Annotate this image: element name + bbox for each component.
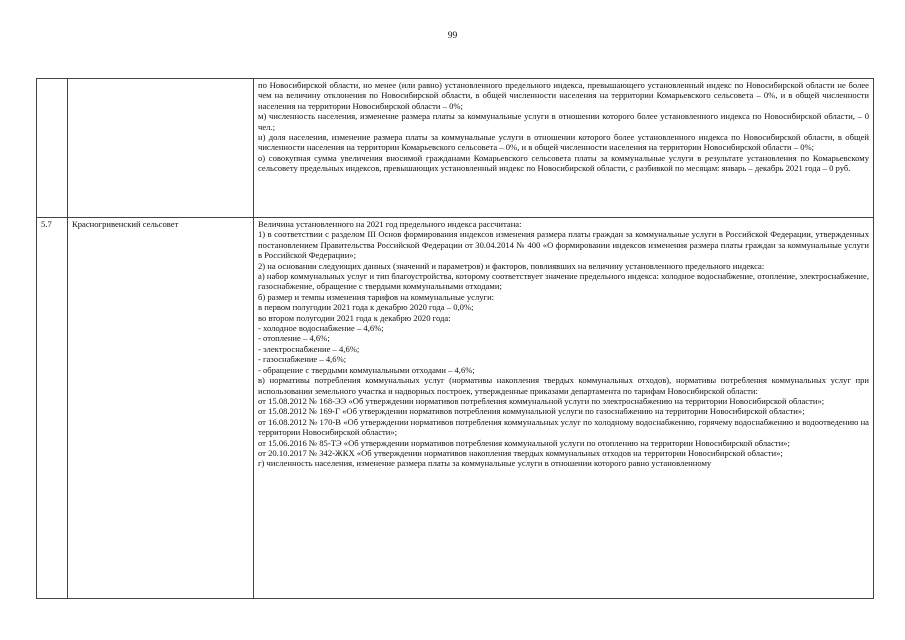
description-cell: [254, 79, 874, 218]
paragraph: 1) в соответствии с разделом III Основ формирования индексов изменения размера платы граждан за коммунальные услуги в Российской Федерации, утвержденных постановлением Правительства Российской Федерации от 30.04.2014 № 400 «О формировании индексов изменения размера платы граждан за коммунальные услуги в Российской Федерации»;: [258, 229, 869, 261]
municipality-name-cell: Красногривенский сельсовет: [68, 218, 254, 599]
list-item: - электроснабжение – 4,6%;: [258, 343, 360, 354]
paragraph: Величина установленного на 2021 год предельного индекса рассчитана:: [258, 219, 522, 229]
list-item: - газоснабжение – 4,6%;: [258, 354, 347, 365]
paragraph: б) размер и темпы изменения тарифов на коммунальные услуги:: [258, 291, 495, 302]
list-item: - обращение с твердыми коммунальными отходами – 4,6%;: [258, 364, 475, 375]
list-item: - отопление – 4,6%;: [258, 333, 330, 344]
row-number-cell: [37, 79, 68, 218]
paragraph: от 15.08.2012 № 168-ЭЭ «Об утверждении нормативов потребления коммунальной услуги по электроснабжению на территории Новосибирской области»;: [258, 395, 825, 406]
municipality-name-cell: [68, 79, 254, 218]
description-cell: [254, 218, 874, 599]
paragraph: от 16.08.2012 № 170-В «Об утверждении нормативов потребления коммунальных услуг по холодному водоснабжению, горячему водоснабжению и водоотведению на территории Новосибирской области»;: [258, 416, 869, 438]
table-row: [37, 218, 874, 599]
paragraph: 2) на основании следующих данных (значений и параметров) и факторов, повлиявших на величину установленного предельного индекса:: [258, 260, 765, 271]
paragraph: во втором полугодии 2021 года к декабрю 2020 года:: [258, 312, 451, 323]
paragraph: от 20.10.2017 № 342-ЖКХ «Об утверждении нормативов накопления твердых коммунальных отходов на территории Новосибирской области»;: [258, 447, 783, 458]
paragraph: м) численность населения, изменение размера платы за коммунальные услуги в отношении которого более установленного индекса по Новосибирской области, – 0 чел.;: [258, 111, 869, 132]
paragraph: а) набор коммунальных услуг и тип благоустройства, которому соответствует значение предельного индекса: холодное водоснабжение, отопление, электроснабжение, газоснабжение, обращение с твердыми коммунальными отходами;: [258, 271, 869, 292]
row-number-cell: 5.7: [37, 218, 68, 599]
paragraph: в) нормативы потребления коммунальных услуг (нормативы накопления твердых коммунальных отходов), нормативы потребления коммунальных услуг при использовании земельного участка и надворных построек, утвержденные приказами департамента по тарифам Новосибирской области:: [258, 375, 869, 396]
page-number: 99: [447, 31, 458, 41]
indices-table: [36, 78, 874, 599]
paragraph: н) доля населения, изменение размера платы за коммунальные услуги в отношении которого более установленного индекса по Новосибирской области, в общей численности населения на территории Комарьевского сельсовета – 0%, и в общей численности населения на территории Новосибирской области – 0%;: [258, 132, 869, 153]
paragraph: по Новосибирской области, но менее (или равно) установленного предельного индекса, превышающего установленный индекс по Новосибирской области не более чем на величину отклонения по Новосибирской области, в общей численности населения на территории Комарьевского сельсовета – 0%, и в общей численности населения на территории Новосибирской области – 0%;: [258, 80, 869, 111]
paragraph: о) совокупная сумма увеличения вносимой гражданами Комарьевского сельсовета платы за коммунальные услуги в результате установления по Комарьевскому сельсовету предельных индексов, превышающих установленный индекс по Новосибирской области, с разбивкой по месяцам: январь – декабрь 2021 года – 0 руб.: [258, 152, 869, 174]
list-item: - холодное водоснабжение – 4,6%;: [258, 323, 384, 334]
paragraph: от 15.08.2012 № 169-Г «Об утверждении нормативов потребления коммунальной услуги по газоснабжению на территории Новосибирской области»;: [258, 406, 805, 417]
paragraph: от 15.06.2016 № 85-ТЭ «Об утверждении нормативов потребления коммунальной услуги по отоплению на территории Новосибирской области»;: [258, 437, 790, 448]
paragraph: г) численность населения, изменение размера платы за коммунальные услуги в отношении которого равно установленному: [258, 458, 712, 469]
table-row: [37, 79, 874, 218]
paragraph: в первом полугодии 2021 года к декабрю 2020 года – 0,0%;: [258, 302, 474, 313]
